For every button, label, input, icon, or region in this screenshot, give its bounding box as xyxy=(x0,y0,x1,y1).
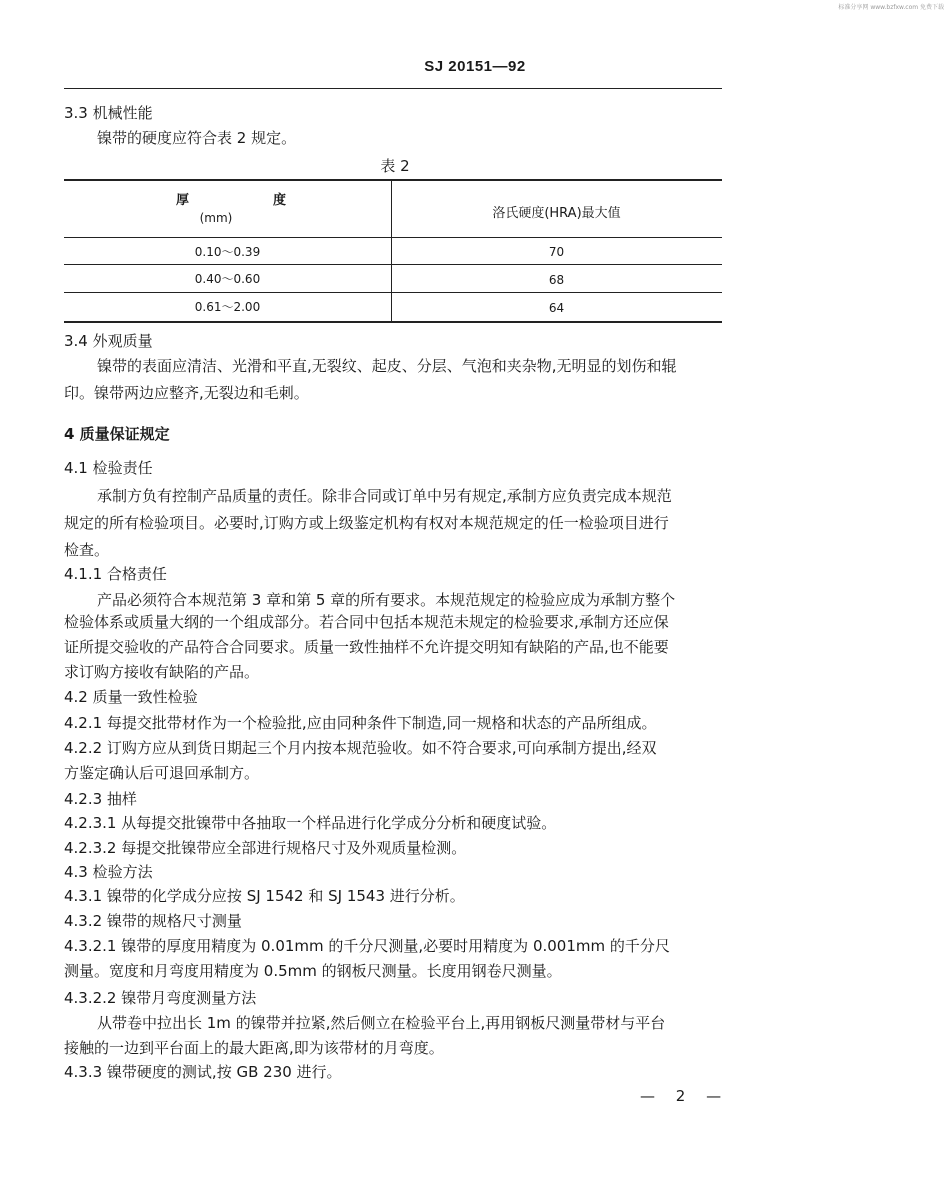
section-3-4-title: 3.4 外观质量 xyxy=(64,332,153,350)
paragraph-line: 接触的一边到平台面上的最大距离,即为该带材的月弯度。 xyxy=(64,1039,444,1057)
section-4-1-title: 4.1 检验责任 xyxy=(64,459,153,477)
paragraph-line: 承制方负有控制产品质量的责任。除非合同或订单中另有规定,承制方应负责完成本规范 xyxy=(97,487,672,505)
section-4-2-3-1: 4.2.3.1 从每提交批镍带中各抽取一个样品进行化学成分分析和硬度试验。 xyxy=(64,814,557,832)
section-4-3-2-1-line-1: 4.3.2.1 镍带的厚度用精度为 0.01mm 的千分尺测量,必要时用精度为 0.001mm 的千分尺 xyxy=(64,937,670,955)
thickness-header-char-2: 度 xyxy=(272,193,286,208)
section-4-2-3-title: 4.2.3 抽样 xyxy=(64,790,137,808)
section-4-3-2-title: 4.3.2 镍带的规格尺寸测量 xyxy=(64,912,242,930)
table-bottom-rule xyxy=(64,321,722,323)
standard-code: SJ 20151—92 xyxy=(424,58,526,75)
paragraph-line: 检验体系或质量大纲的一个组成部分。若合同中包括本规范未规定的检验要求,承制方还应保 xyxy=(64,613,669,631)
paragraph-line: 证所提交验收的产品符合合同要求。质量一致性抽样不允许提交明知有缺陷的产品,也不能要 xyxy=(64,638,669,656)
section-4-3-2-1-line-2: 测量。宽度和月弯度用精度为 0.5mm 的钢板尺测量。长度用钢卷尺测量。 xyxy=(64,962,562,980)
thickness-header-char-1: 厚 xyxy=(176,193,190,208)
paragraph-line: 从带卷中拉出长 1m 的镍带并拉紧,然后侧立在检验平台上,再用钢板尺测量带材与平台 xyxy=(97,1014,666,1032)
section-3-3-text: 镍带的硬度应符合表 2 规定。 xyxy=(97,129,297,147)
paragraph-line: 规定的所有检验项目。必要时,订购方或上级鉴定机构有权对本规范规定的任一检验项目进行 xyxy=(64,514,669,532)
paragraph-line: 产品必须符合本规范第 3 章和第 5 章的所有要求。本规范规定的检验应成为承制方整个 xyxy=(97,591,676,609)
section-4-3-3: 4.3.3 镍带硬度的测试,按 GB 230 进行。 xyxy=(64,1063,342,1081)
thickness-unit: (mm) xyxy=(199,211,233,225)
section-4-1-1-title: 4.1.1 合格责任 xyxy=(64,565,167,583)
page-number: — 2 — xyxy=(640,1087,730,1105)
hardness-header: 洛氏硬度(HRA)最大值 xyxy=(492,206,621,221)
table-cell-range: 0.10～0.39 xyxy=(194,245,261,259)
table-cell-value: 70 xyxy=(548,245,565,259)
paragraph-line: 镍带的表面应清洁、光滑和平直,无裂纹、起皮、分层、气泡和夹杂物,无明显的划伤和辊 xyxy=(97,357,677,375)
table-row-rule xyxy=(64,264,722,265)
table-cell-value: 68 xyxy=(548,273,565,287)
section-4-2-3-2: 4.2.3.2 每提交批镍带应全部进行规格尺寸及外观质量检测。 xyxy=(64,839,467,857)
table-top-rule xyxy=(64,179,722,181)
section-4-2-title: 4.2 质量一致性检验 xyxy=(64,688,198,706)
table-header-rule xyxy=(64,237,722,238)
table-cell-range: 0.61～2.00 xyxy=(194,300,261,314)
header-divider xyxy=(64,88,722,89)
table-cell-range: 0.40～0.60 xyxy=(194,272,261,286)
section-4-3-title: 4.3 检验方法 xyxy=(64,863,153,881)
table-cell-value: 64 xyxy=(548,301,565,315)
section-4-2-1: 4.2.1 每提交批带材作为一个检验批,应由同种条件下制造,同一规格和状态的产品所组成。 xyxy=(64,714,657,732)
watermark: 标准分享网 www.bzfxw.com 免费下载 xyxy=(838,4,944,11)
section-4-title: 4 质量保证规定 xyxy=(64,425,170,443)
table-2-title: 表 2 xyxy=(380,157,410,175)
paragraph-line: 求订购方接收有缺陷的产品。 xyxy=(64,663,260,681)
section-4-3-1: 4.3.1 镍带的化学成分应按 SJ 1542 和 SJ 1543 进行分析。 xyxy=(64,887,465,905)
section-3-3-title: 3.3 机械性能 xyxy=(64,104,153,122)
paragraph-line: 印。镍带两边应整齐,无裂边和毛刺。 xyxy=(64,384,309,402)
thickness-header xyxy=(176,189,286,208)
section-4-2-2-line-1: 4.2.2 订购方应从到货日期起三个月内按本规范验收。如不符合要求,可向承制方提出,经双 xyxy=(64,739,657,757)
paragraph-line: 检查。 xyxy=(64,541,110,559)
table-row-rule xyxy=(64,292,722,293)
section-4-2-2-line-2: 方鉴定确认后可退回承制方。 xyxy=(64,764,260,782)
section-4-3-2-2-title: 4.3.2.2 镍带月弯度测量方法 xyxy=(64,989,257,1007)
